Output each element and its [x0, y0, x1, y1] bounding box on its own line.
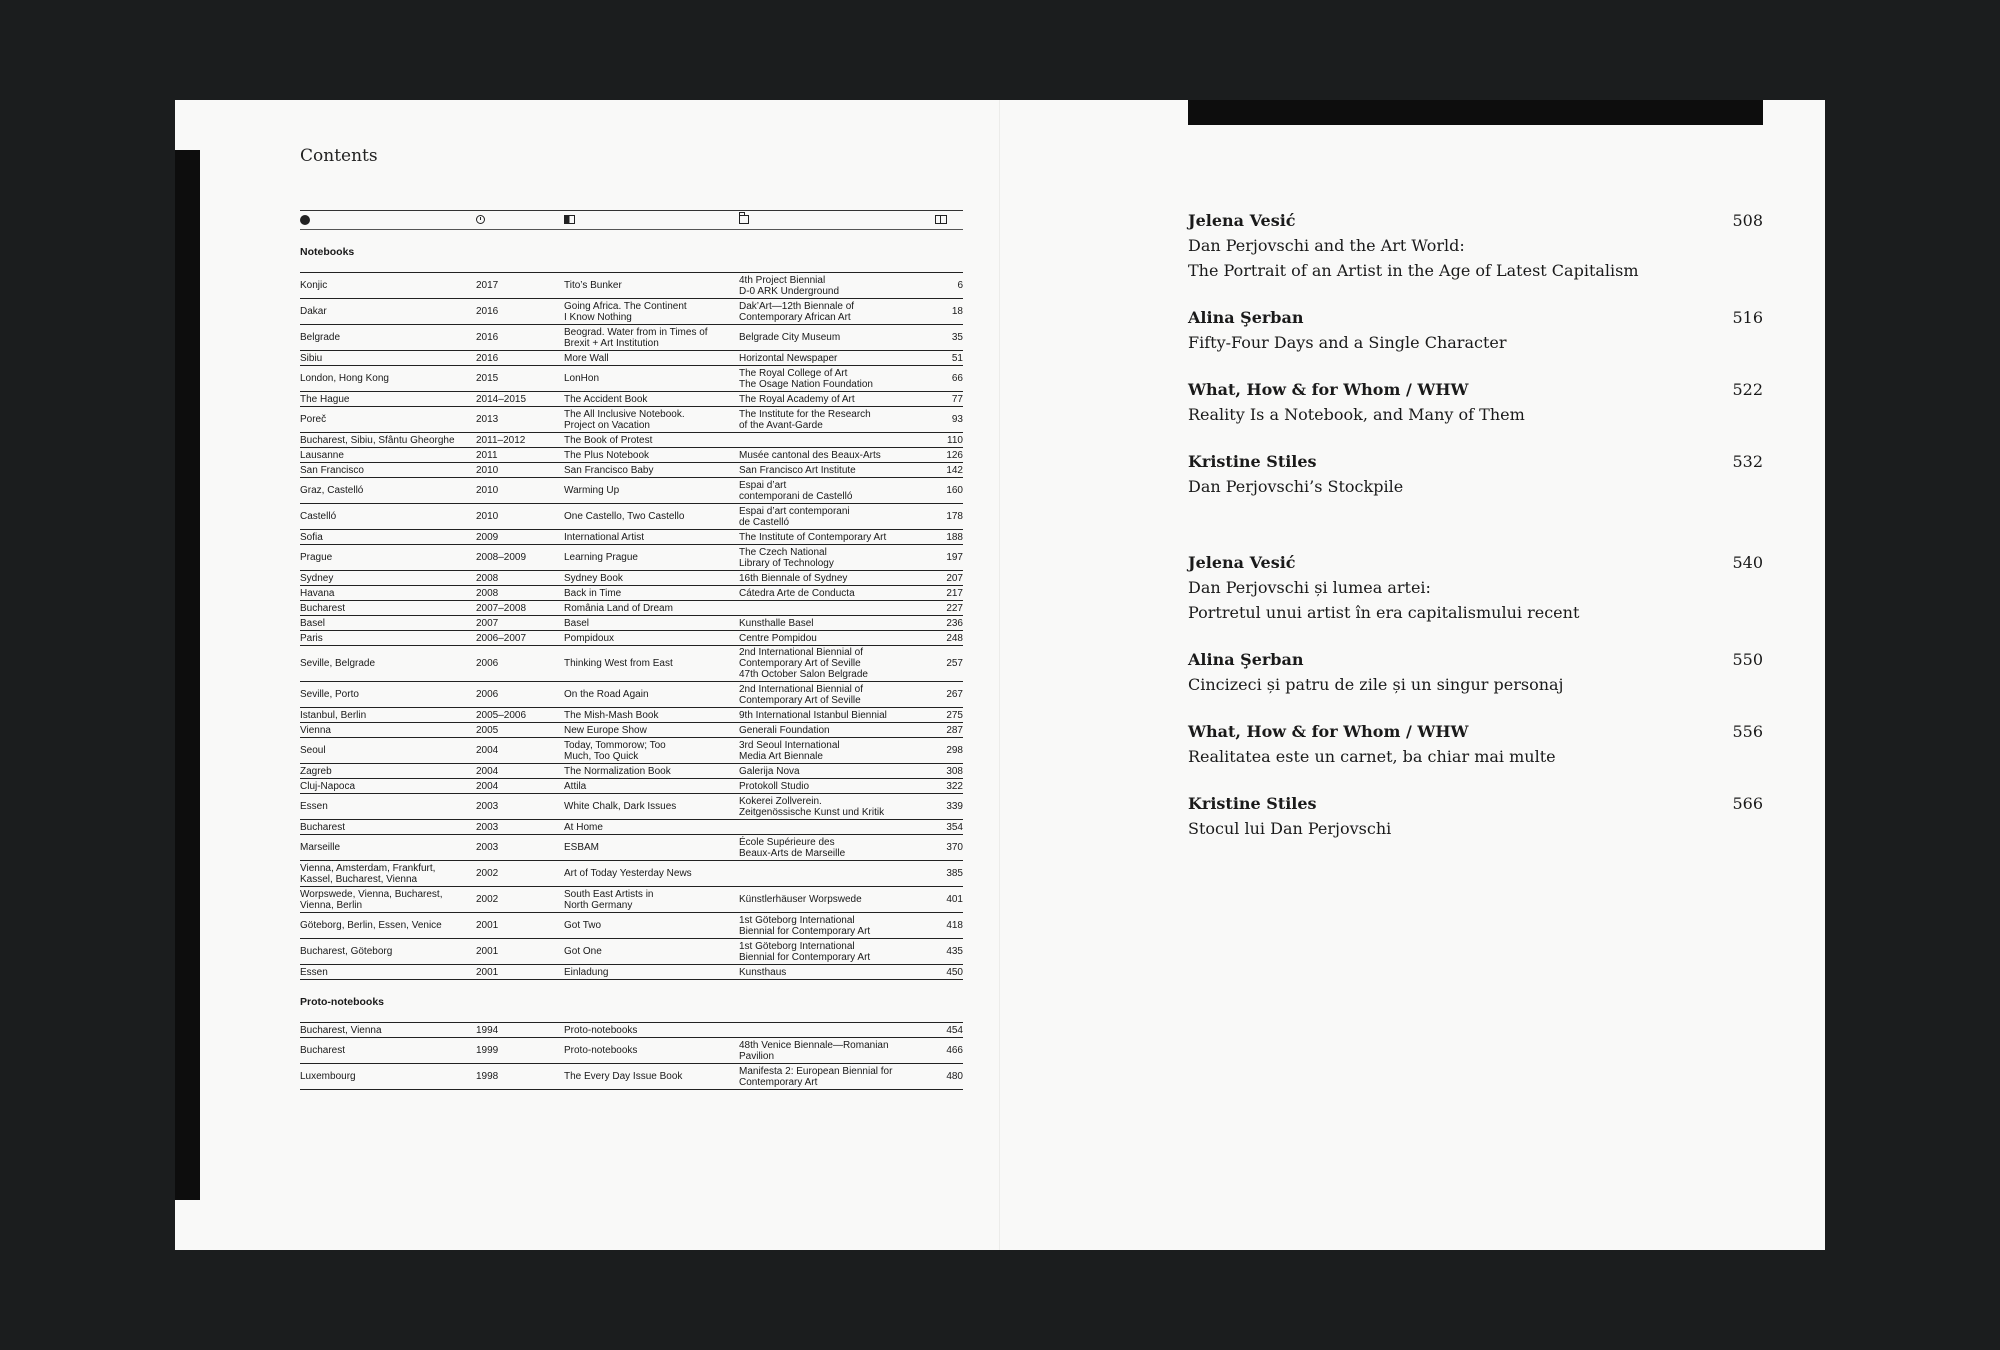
essay-author: Jelena Vesić [1188, 553, 1296, 572]
venue-cell: Galerija Nova [739, 765, 800, 777]
year-cell: 2002 [476, 868, 499, 879]
year-cell: 2010 [476, 511, 499, 522]
year-cell: 2004 [476, 780, 499, 792]
year-cell: 2004 [476, 745, 499, 756]
table-row [300, 723, 963, 738]
table-row [300, 273, 963, 299]
table-row [300, 861, 963, 887]
venue-cell: 1st Göteborg International Biennial for Contemporary Art [739, 914, 871, 937]
year-cell: 2010 [476, 485, 499, 496]
table-row [300, 366, 963, 392]
table-row [300, 1038, 963, 1064]
essay-entry [1188, 647, 1763, 697]
title-cell: White Chalk, Dark Issues [564, 801, 677, 812]
place-cell: Zagreb [300, 765, 332, 777]
year-cell: 1994 [476, 1024, 499, 1036]
place-cell: Seville, Porto [300, 689, 359, 700]
title-cell: Today, Tommorow; Too Much, Too Quick [564, 739, 666, 762]
venue-cell: Musée cantonal des Beaux-Arts [739, 449, 881, 461]
venue-cell: 4th Project Biennial D-0 ARK Underground [739, 274, 840, 297]
venue-cell: 2nd International Biennial of Contemporary Art of Seville 47th October Salon Belgrade [739, 647, 868, 680]
year-cell: 2009 [476, 531, 499, 543]
table-row [300, 478, 963, 504]
page-cell: 322 [946, 780, 963, 792]
essay-entry [1188, 305, 1763, 355]
page-cell: 298 [946, 745, 963, 756]
place-cell: Bucharest, Göteborg [300, 946, 393, 957]
year-cell: 2003 [476, 842, 499, 853]
place-cell: Göteborg, Berlin, Essen, Venice [300, 920, 442, 931]
title-cell: One Castello, Two Castello [564, 511, 685, 522]
title-cell: San Francisco Baby [564, 464, 654, 476]
place-cell: Vienna, Amsterdam, Frankfurt, Kassel, Bucharest, Vienna [300, 862, 436, 885]
title-cell: South East Artists in North Germany [564, 888, 654, 911]
title-cell: Sydney Book [564, 572, 623, 584]
essay-entry [1188, 550, 1763, 625]
title-cell: Warming Up [564, 485, 620, 496]
title-cell: Got One [564, 946, 602, 957]
page-icon [935, 215, 947, 224]
place-cell: Luxembourg [300, 1071, 356, 1082]
right-page-edge [1188, 100, 1763, 125]
table-row [300, 616, 963, 631]
page-gutter [999, 100, 1000, 1250]
table-row [300, 779, 963, 794]
venue-cell: San Francisco Art Institute [739, 464, 856, 476]
book-icon [564, 215, 575, 224]
section-title: Proto-notebooks [300, 996, 384, 1008]
page-cell: 142 [946, 464, 963, 476]
page-cell: 217 [946, 587, 963, 599]
title-cell: România Land of Dream [564, 602, 673, 614]
venue-cell: 2nd International Biennial of Contemporary Art of Seville [739, 683, 863, 706]
table-row [300, 708, 963, 723]
contents-sections [300, 246, 963, 1090]
place-cell: Bucharest [300, 1045, 346, 1056]
essay-page: 556 [1732, 722, 1763, 741]
title-cell: Thinking West from East [564, 658, 673, 669]
year-cell: 1998 [476, 1071, 499, 1082]
title-cell: International Artist [564, 531, 645, 543]
venue-cell: The Royal Academy of Art [739, 393, 855, 405]
year-cell: 2003 [476, 801, 499, 812]
year-cell: 2008–2009 [476, 552, 527, 563]
place-cell: Castelló [300, 511, 337, 522]
essay-entry [1188, 791, 1763, 841]
page-cell: 401 [946, 894, 963, 905]
table-row [300, 433, 963, 448]
title-cell: At Home [564, 821, 603, 833]
title-cell: Beograd. Water from in Times of Brexit + Art Institution [564, 326, 708, 349]
venue-cell: Protokoll Studio [739, 780, 810, 792]
place-cell: Basel [300, 617, 326, 629]
year-cell: 2013 [476, 414, 499, 425]
place-cell: Graz, Castelló [300, 485, 364, 496]
page-cell: 178 [946, 511, 963, 522]
page-cell: 466 [946, 1045, 963, 1056]
place-cell: Cluj-Napoca [300, 780, 356, 792]
venue-cell: The Royal College of Art The Osage Nation Foundation [739, 367, 873, 390]
contents-heading: Contents [300, 146, 378, 166]
year-cell: 2010 [476, 464, 499, 476]
page-cell: 236 [946, 617, 963, 629]
year-cell: 2001 [476, 966, 499, 978]
venue-cell: Cátedra Arte de Conducta [739, 587, 855, 599]
essay-entry [1188, 449, 1763, 499]
page-cell: 248 [946, 632, 963, 644]
table-row [300, 939, 963, 965]
essay-title: Stocul lui Dan Perjovschi [1188, 819, 1392, 838]
table-row [300, 913, 963, 939]
page-cell: 275 [946, 709, 963, 721]
year-cell: 2015 [476, 373, 499, 384]
venue-cell: Kunsthaus [739, 966, 787, 978]
venue-cell: Kokerei Zollverein. Zeitgenössische Kunst und Kritik [739, 795, 885, 818]
title-cell: The Every Day Issue Book [564, 1071, 683, 1082]
page-cell: 160 [946, 485, 963, 496]
essay-author: Jelena Vesić [1188, 211, 1296, 230]
title-cell: Going Africa. The Continent I Know Nothing [564, 300, 687, 323]
essays-list [1188, 208, 1763, 863]
page-cell: 126 [946, 449, 963, 461]
table-row [300, 407, 963, 433]
place-cell: Istanbul, Berlin [300, 709, 367, 721]
page-cell: 110 [947, 434, 963, 446]
page-cell: 339 [946, 801, 963, 812]
section-rows [300, 272, 963, 980]
year-cell: 2007 [476, 617, 499, 629]
table-row [300, 299, 963, 325]
essay-entry [1188, 377, 1763, 427]
place-cell: Bucharest [300, 602, 346, 614]
venue-cell: Horizontal Newspaper [739, 352, 838, 364]
year-cell: 2011–2012 [476, 434, 526, 446]
year-cell: 2007–2008 [476, 602, 527, 614]
year-cell: 2016 [476, 352, 499, 364]
venue-cell: Generali Foundation [739, 724, 830, 736]
year-cell: 2002 [476, 894, 499, 905]
essay-page: 532 [1732, 452, 1763, 471]
title-cell: New Europe Show [564, 724, 647, 736]
venue-cell: Manifesta 2: European Biennial for Contemporary Art [739, 1065, 893, 1088]
page-cell: 454 [946, 1024, 963, 1036]
table-row [300, 530, 963, 545]
page-cell: 188 [946, 531, 963, 543]
year-cell: 2001 [476, 946, 499, 957]
place-cell: Poreč [300, 414, 327, 425]
venue-cell: Espai d’art contemporani de Castelló [739, 479, 853, 502]
essay-page: 540 [1732, 553, 1763, 572]
title-cell: The Plus Notebook [564, 449, 650, 461]
essay-entry [1188, 719, 1763, 769]
page-cell: 197 [946, 552, 963, 563]
title-cell: More Wall [564, 352, 609, 364]
essay-title: Dan Perjovschi și lumea artei: Portretul unui artist în era capitalismului recent [1188, 578, 1580, 622]
page-cell: 257 [946, 658, 963, 669]
table-row [300, 545, 963, 571]
table-row [300, 794, 963, 820]
title-cell: Tito’s Bunker [564, 280, 622, 291]
essay-author: Kristine Stiles [1188, 452, 1317, 471]
year-cell: 2011 [476, 449, 498, 461]
year-cell: 2004 [476, 765, 499, 777]
place-cell: Lausanne [300, 449, 344, 461]
essay-author: What, How & for Whom / WHW [1188, 380, 1469, 399]
table-row [300, 1064, 963, 1090]
place-cell: The Hague [300, 393, 350, 405]
table-row [300, 965, 963, 980]
table-row [300, 601, 963, 616]
venue-cell: 9th International Istanbul Biennial [739, 709, 887, 721]
essay-title: Dan Perjovschi’s Stockpile [1188, 477, 1404, 496]
place-cell: Bucharest, Sibiu, Sfântu Gheorghe [300, 434, 455, 446]
title-cell: LonHon [564, 373, 600, 384]
column-header [300, 210, 963, 230]
page-cell: 450 [946, 966, 963, 978]
page-cell: 207 [946, 572, 963, 584]
section-rows [300, 1022, 963, 1090]
year-cell: 2008 [476, 587, 499, 599]
table-row [300, 764, 963, 779]
table-row [300, 325, 963, 351]
essay-page: 550 [1732, 650, 1763, 669]
title-cell: The Normalization Book [564, 765, 671, 777]
title-cell: Learning Prague [564, 552, 638, 563]
essay-title: Fifty-Four Days and a Single Character [1188, 333, 1507, 352]
place-cell: Bucharest, Vienna [300, 1024, 382, 1036]
page-cell: 51 [951, 352, 963, 364]
year-cell: 2005–2006 [476, 709, 527, 721]
essay-title: Realitatea este un carnet, ba chiar mai multe [1188, 747, 1556, 766]
title-cell: Art of Today Yesterday News [564, 868, 692, 879]
title-cell: Back in Time [564, 587, 622, 599]
table-row [300, 392, 963, 407]
page-cell: 35 [951, 332, 963, 343]
table-row [300, 463, 963, 478]
venue-cell: École Supérieure des Beaux-Arts de Marseille [739, 836, 846, 859]
title-cell: The Mish-Mash Book [564, 709, 659, 721]
contents-table [300, 210, 963, 1090]
year-cell: 2005 [476, 724, 499, 736]
table-row [300, 835, 963, 861]
essay-page: 516 [1732, 308, 1763, 327]
place-cell: Bucharest [300, 821, 346, 833]
table-row [300, 682, 963, 708]
title-cell: The Book of Protest [564, 434, 653, 446]
section-title: Notebooks [300, 246, 355, 258]
place-cell: Konjic [300, 280, 328, 291]
table-row [300, 586, 963, 601]
essay-title: Cincizeci și patru de zile și un singur personaj [1188, 675, 1564, 694]
venue-cell: Belgrade City Museum [739, 332, 841, 343]
page-cell: 267 [946, 689, 963, 700]
page-cell: 354 [946, 821, 963, 833]
essay-author: Kristine Stiles [1188, 794, 1317, 813]
essay-title: Reality Is a Notebook, and Many of Them [1188, 405, 1525, 424]
place-cell: Essen [300, 801, 328, 812]
year-cell: 2006 [476, 689, 499, 700]
year-cell: 2006 [476, 658, 499, 669]
table-row [300, 646, 963, 682]
page-cell: 308 [946, 765, 963, 777]
venue-cell: 3rd Seoul International Media Art Biennale [739, 739, 840, 762]
table-row [300, 820, 963, 835]
essay-author: Alina Şerban [1188, 650, 1304, 669]
venue-cell: Künstlerhäuser Worpswede [739, 894, 862, 905]
place-cell: Sofia [300, 531, 323, 543]
page-cell: 418 [946, 920, 963, 931]
year-cell: 2016 [476, 332, 499, 343]
place-cell: Belgrade [300, 332, 341, 343]
place-cell: Sibiu [300, 352, 323, 364]
place-cell: Seoul [300, 745, 326, 756]
title-cell: Basel [564, 617, 590, 629]
essay-author: Alina Şerban [1188, 308, 1304, 327]
place-cell: Seville, Belgrade [300, 658, 376, 669]
table-row [300, 1023, 963, 1038]
title-cell: The All Inclusive Notebook. Project on Vacation [564, 408, 685, 431]
title-cell: Proto-notebooks [564, 1024, 638, 1036]
year-cell: 2014–2015 [476, 393, 527, 405]
table-row [300, 738, 963, 764]
place-cell: London, Hong Kong [300, 373, 389, 384]
title-cell: ESBAM [564, 842, 600, 853]
year-cell: 1999 [476, 1045, 499, 1056]
table-row [300, 631, 963, 646]
place-cell: Havana [300, 587, 335, 599]
venue-cell: Dak’Art—12th Biennale of Contemporary African Art [739, 300, 855, 323]
place-cell: Sydney [300, 572, 334, 584]
page-cell: 435 [946, 946, 963, 957]
venue-cell: 48th Venice Biennale—Romanian Pavilion [739, 1039, 889, 1062]
venue-cell: The Institute for the Research of the Avant-Garde [739, 408, 871, 431]
table-row [300, 887, 963, 913]
year-cell: 2006–2007 [476, 632, 527, 644]
essay-title: Dan Perjovschi and the Art World: The Portrait of an Artist in the Age of Latest Capitalism [1188, 236, 1639, 280]
page-cell: 93 [951, 414, 963, 425]
page-cell: 6 [957, 280, 963, 291]
venue-cell: 1st Göteborg International Biennial for Contemporary Art [739, 940, 871, 963]
year-cell: 2008 [476, 572, 499, 584]
venue-cell: Kunsthalle Basel [739, 617, 814, 629]
page-cell: 66 [951, 373, 963, 384]
title-cell: Got Two [564, 920, 602, 931]
table-row [300, 571, 963, 586]
place-cell: Marseille [300, 842, 341, 853]
place-cell: Dakar [300, 306, 327, 317]
page-cell: 287 [946, 724, 963, 736]
year-cell: 2016 [476, 306, 499, 317]
year-cell: 2001 [476, 920, 499, 931]
page-cell: 18 [951, 306, 963, 317]
title-cell: Proto-notebooks [564, 1045, 638, 1056]
page-cell: 370 [946, 842, 963, 853]
place-icon [300, 215, 310, 225]
venue-cell: Espai d’art contemporani de Castelló [739, 505, 850, 528]
venue-cell: Centre Pompidou [739, 632, 817, 644]
table-row [300, 351, 963, 366]
year-cell: 2003 [476, 821, 499, 833]
title-cell: Einladung [564, 966, 609, 978]
page-cell: 480 [946, 1071, 963, 1082]
page-cell: 77 [951, 393, 963, 405]
place-cell: Essen [300, 966, 328, 978]
page-cell: 227 [946, 602, 963, 614]
year-cell: 2017 [476, 280, 499, 291]
place-cell: Vienna [300, 724, 331, 736]
venue-icon [739, 215, 749, 224]
essay-page: 566 [1732, 794, 1763, 813]
place-cell: Prague [300, 552, 333, 563]
place-cell: Paris [300, 632, 323, 644]
date-icon [476, 215, 485, 224]
place-cell: Worpswede, Vienna, Bucharest, Vienna, Berlin [300, 888, 443, 911]
place-cell: San Francisco [300, 464, 364, 476]
venue-cell: 16th Biennale of Sydney [739, 572, 848, 584]
essay-page: 508 [1732, 211, 1763, 230]
essay-entry [1188, 208, 1763, 283]
title-cell: Attila [564, 780, 587, 792]
table-row [300, 504, 963, 530]
essay-author: What, How & for Whom / WHW [1188, 722, 1469, 741]
left-page-edge [175, 150, 200, 1200]
venue-cell: The Czech National Library of Technology [739, 546, 834, 569]
essay-page: 522 [1732, 380, 1763, 399]
title-cell: Pompidoux [564, 632, 615, 644]
venue-cell: The Institute of Contemporary Art [739, 531, 887, 543]
title-cell: The Accident Book [564, 393, 648, 405]
page-cell: 385 [946, 868, 963, 879]
title-cell: On the Road Again [564, 689, 649, 700]
table-row [300, 448, 963, 463]
